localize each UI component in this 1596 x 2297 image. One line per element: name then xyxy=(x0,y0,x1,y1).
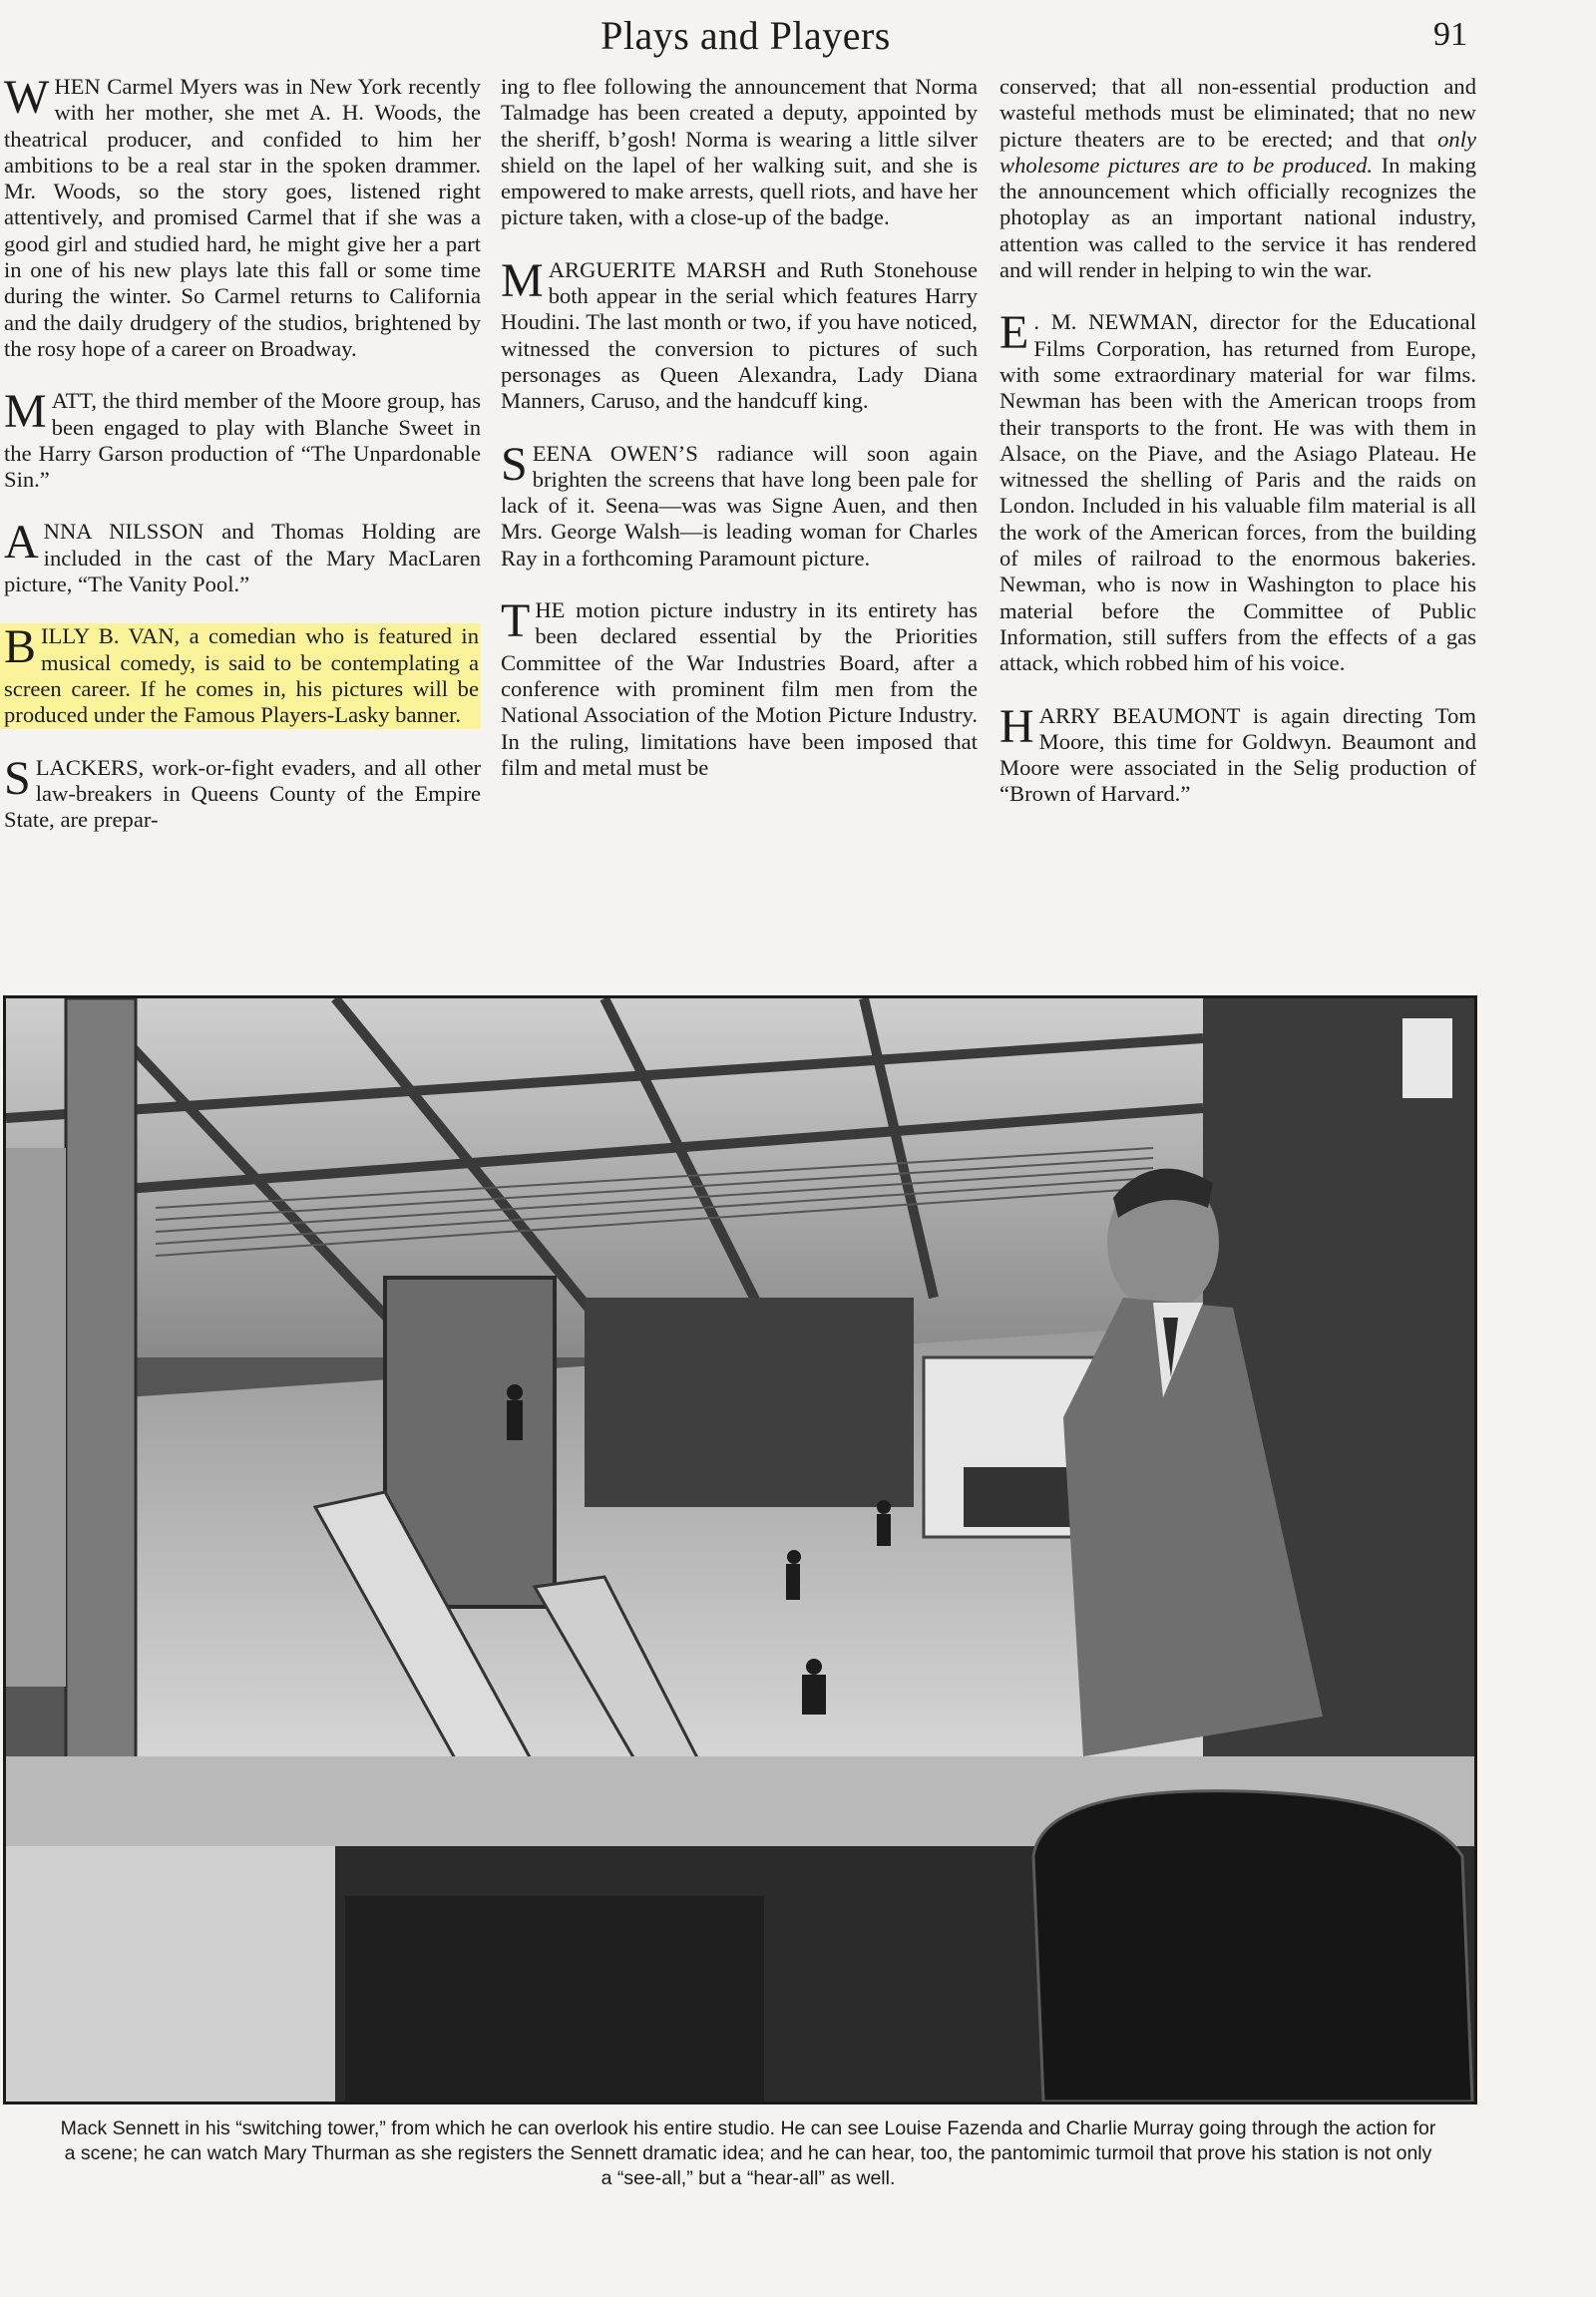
drop-cap: H xyxy=(999,699,1034,753)
item-motion-picture-industry-start: THE motion picture industry in its entirety has been declared essential by the Priorities Committee of the War Industries Board, after a conference with prominent film men from the National Association of the Motion Picture Industry. In the ruling, limitations have been imposed that film and metal must be xyxy=(501,594,978,780)
drop-cap: S xyxy=(4,751,31,805)
item-harry-beaumont: HARRY BEAUMONT is again directing Tom Moore, this time for Goldwyn. Beaumont and Moore were associated in the Selig production of “Brown of Harvard.” xyxy=(999,699,1476,807)
drop-cap: B xyxy=(4,620,37,674)
page-number: 91 xyxy=(1433,16,1467,53)
drop-cap: T xyxy=(501,594,531,648)
article-columns xyxy=(4,71,1477,971)
item-em-newman: E . M. NEWMAN, director for the Educational Films Corporation, has returned from Europe, with some extraordinary material for war films. Newman has been with the American troops from their transports to the front. He was with them in Alsace, on the Piave, and the Asiago Plateau. He witnessed the shelling of Paris and the raids on London. Included in his valuable film material is all the work of the American forces, from the building of miles of railroad to the enormous bakeries. Newman, who is now in Washington to place his material before the Committee of Public Information, still suffers from the effects of a gas attack, which robbed him of his voice. xyxy=(999,306,1476,676)
item-matt-moore: MATT, the third member of the Moore group, has been engaged to play with Blanche Sweet in the Harry Garson production of “The Unpardonable Sin.” xyxy=(4,385,481,493)
drop-cap: S xyxy=(501,437,528,491)
item-carmel-myers: WHEN Carmel Myers was in New York recently with her mother, she met A. H. Woods, the theatrical producer, and confided to him her ambitions to be a real star in the spoken drammer. Mr. Woods, so the story goes, listened right attentively, and promised Carmel that if she was a good girl and studied hard, he might give her a part in one of his new plays late this fall or some time during the winter. So Carmel returns to California and the daily drudgery of the studios, brightened by the rosy hope of a career on Broadway. xyxy=(4,71,481,361)
item-seena-owen: SEENA OWEN’S radiance will soon again brighten the screens that have long been pale for lack of it. Seena—was was Signe Auen, and then Mrs. George Walsh—is leading woman for Charles Ray in a forthcoming Paramount picture. xyxy=(501,437,978,571)
photo-caption: Mack Sennett in his “switching tower,” from which he can overlook his entire studio. He can see Louise Fazenda and Charlie Murray going through the action for a scene; he can watch Mary Thurman as she registers the Sennett dramatic idea; and he can hear, too, the pantomimic turmoil that prove his station is not only a “see-all,” but a “hear-all” as well. xyxy=(60,2117,1436,2189)
item-billy-van-highlighted: BILLY B. VAN, a comedian who is featured in musical comedy, is said to be contemplating a screen career. If he comes in, his pictures will be produced under the Famous Players-Lasky banner. xyxy=(0,623,481,728)
item-anna-nilsson: ANNA NILSSON and Thomas Holding are included in the cast of the Mary MacLaren picture, “The Vanity Pool.” xyxy=(4,516,481,597)
drop-cap: A xyxy=(4,516,39,570)
page-title: Plays and Players xyxy=(600,13,891,58)
page-header xyxy=(0,12,1596,64)
studio-photo-illustration xyxy=(6,998,1474,2102)
drop-cap: W xyxy=(4,71,50,124)
column-2 xyxy=(501,74,978,807)
item-motion-picture-industry-continued: conserved; that all non-essential production and wasteful methods must be eliminated; that no new picture theaters are to be erected; and that only wholesome pictures are to be produced. In making the announcement which officially recognizes the photoplay as an important national industry, attention was called to the service it has rendered and will render in helping to win the war. xyxy=(999,74,1477,283)
column-1 xyxy=(4,71,481,859)
item-marguerite-marsh: MARGUERITE MARSH and Ruth Stonehouse both appear in the serial which features Harry Houdini. The last month or two, if you have noticed, witnessed the conversion to pictures of such personages as Queen Alexandra, Lady Diana Manners, Caruso, and the handcuff king. xyxy=(501,253,978,414)
studio-photograph xyxy=(3,995,1477,2105)
column-3 xyxy=(999,74,1476,834)
drop-cap: M xyxy=(4,385,47,439)
item-slackers-start: SLACKERS, work-or-fight evaders, and all other law-breakers in Queens County of the Empire State, are prepar- xyxy=(4,751,481,833)
drop-cap: E xyxy=(999,306,1029,360)
drop-cap: M xyxy=(501,253,544,307)
item-slackers-continued: ing to flee following the announcement that Norma Talmadge has been created a deputy, appointed by the sheriff, b’gosh! Norma is wearing a little silver shield on the lapel of her walking suit, and she is empowered to make arrests, quell riots, and have her picture taken, with a close-up of the badge. xyxy=(501,74,978,230)
